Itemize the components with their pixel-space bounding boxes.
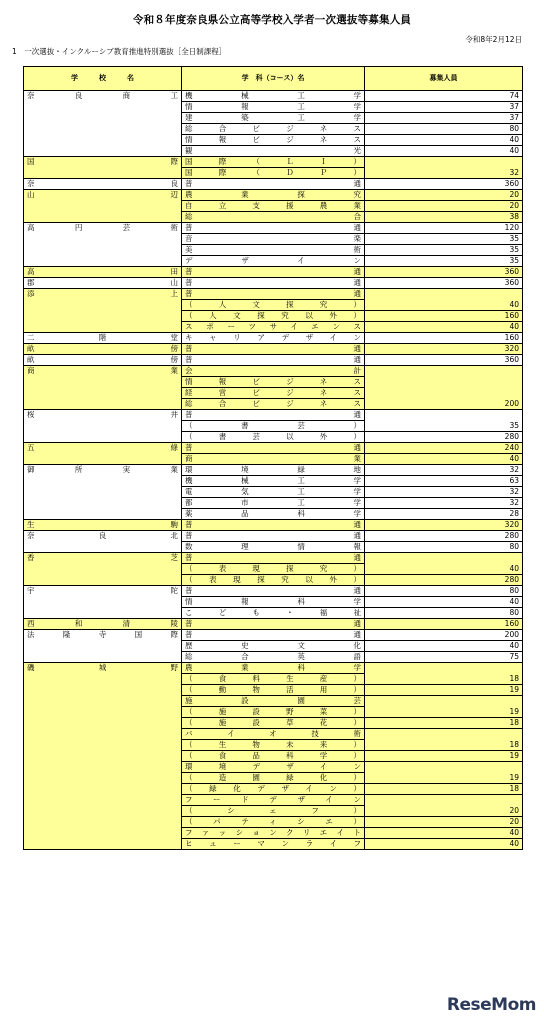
course-name: 普通 (182, 443, 365, 454)
course-name: （シェフ） (182, 806, 365, 817)
capacity-value: 35 (365, 256, 523, 267)
capacity-value: 38 (365, 212, 523, 223)
course-name: 観光 (182, 146, 365, 157)
capacity-value: 32 (365, 465, 523, 476)
capacity-value: 18 (365, 784, 523, 795)
table-row (24, 278, 523, 289)
course-name: （食料生産） (182, 674, 365, 685)
table-row (24, 366, 523, 377)
capacity-value: 40 (365, 839, 523, 850)
course-name: バイオ技術 (182, 729, 365, 740)
school-name: 奈良商工 (24, 91, 182, 157)
school-name: 添上 (24, 289, 182, 333)
header-row (24, 67, 523, 91)
capacity-value: 40 (365, 135, 523, 146)
capacity-value: 200 (365, 366, 523, 410)
course-name: （人文探究） (182, 300, 365, 311)
course-name: （生物未来） (182, 740, 365, 751)
capacity-value: 18 (365, 663, 523, 685)
capacity-value: 40 (365, 828, 523, 839)
capacity-value: 240 (365, 443, 523, 454)
capacity-value: 35 (365, 234, 523, 245)
course-name: （施設草花） (182, 718, 365, 729)
course-name: 普通 (182, 520, 365, 531)
capacity-value: 18 (365, 729, 523, 751)
school-name: 法隆寺国際 (24, 630, 182, 663)
capacity-value: 19 (365, 751, 523, 762)
course-name: 総合ビジネス (182, 399, 365, 410)
course-name: 音楽 (182, 234, 365, 245)
table-row (24, 520, 523, 531)
school-name: 郡山 (24, 278, 182, 289)
course-name: 経営ビジネス (182, 388, 365, 399)
course-name: ヒューマンライフ (182, 839, 365, 850)
school-name: 五條 (24, 443, 182, 465)
course-name: 普通 (182, 278, 365, 289)
course-name: 情報科学 (182, 597, 365, 608)
course-name: 普通 (182, 619, 365, 630)
course-name: 建築工学 (182, 113, 365, 124)
capacity-value: 160 (365, 619, 523, 630)
course-name: 施設園芸 (182, 696, 365, 707)
school-name: 御所実業 (24, 465, 182, 520)
capacity-value: 37 (365, 113, 523, 124)
school-name: 国際 (24, 157, 182, 179)
capacity-value: 120 (365, 223, 523, 234)
school-name: 奈良北 (24, 531, 182, 553)
capacity-value: 280 (365, 531, 523, 542)
resemom-watermark: ReseMom (446, 995, 536, 1015)
course-name: 普通 (182, 355, 365, 366)
course-name: 総合ビジネス (182, 124, 365, 135)
course-name: 普通 (182, 410, 365, 421)
capacity-value: 19 (365, 762, 523, 784)
capacity-value: 40 (365, 641, 523, 652)
course-name: キャリアデザイン (182, 333, 365, 344)
table-row (24, 531, 523, 542)
capacity-value: 35 (365, 410, 523, 432)
table-row (24, 443, 523, 454)
capacity-value: 40 (365, 289, 523, 311)
school-name: 高円芸術 (24, 223, 182, 267)
header-capacity: 募集人員 (365, 67, 523, 91)
table-row (24, 344, 523, 355)
course-name: （動物活用） (182, 685, 365, 696)
capacity-value: 80 (365, 542, 523, 553)
capacity-value: 32 (365, 498, 523, 509)
capacity-value: 280 (365, 432, 523, 443)
course-name: 美術 (182, 245, 365, 256)
course-name: 普通 (182, 553, 365, 564)
capacity-value: 360 (365, 355, 523, 366)
capacity-value: 160 (365, 311, 523, 322)
school-name: 山辺 (24, 190, 182, 223)
course-name: 情報ビジネス (182, 135, 365, 146)
course-name: 普通 (182, 630, 365, 641)
course-name: 総合英語 (182, 652, 365, 663)
capacity-value: 20 (365, 817, 523, 828)
capacity-value: 19 (365, 696, 523, 718)
capacity-value: 19 (365, 685, 523, 696)
capacity-value: 63 (365, 476, 523, 487)
table-row (24, 410, 523, 421)
course-name: 情報ビジネス (182, 377, 365, 388)
table-row (24, 289, 523, 300)
school-name: 二階堂 (24, 333, 182, 344)
course-name: デザイン (182, 256, 365, 267)
capacity-value: 20 (365, 190, 523, 201)
capacity-value: 37 (365, 102, 523, 113)
capacity-value: 28 (365, 509, 523, 520)
capacity-value: 80 (365, 586, 523, 597)
capacity-value: 20 (365, 201, 523, 212)
course-name: （施設野菜） (182, 707, 365, 718)
capacity-value: 280 (365, 575, 523, 586)
course-name: 普通 (182, 586, 365, 597)
table-row (24, 267, 523, 278)
course-name: 環境緑地 (182, 465, 365, 476)
page-title: 令和８年度奈良県公立高等学校入学者一次選抜等募集人員 (132, 14, 412, 26)
issue-date: 令和8年2月12日 (465, 35, 522, 44)
school-name: 生駒 (24, 520, 182, 531)
school-name: 商業 (24, 366, 182, 410)
course-name: 都市工学 (182, 498, 365, 509)
course-name: （書芸） (182, 421, 365, 432)
capacity-value: 74 (365, 91, 523, 102)
course-name: （パティシエ） (182, 817, 365, 828)
capacity-value: 32 (365, 487, 523, 498)
course-name: 電気工学 (182, 487, 365, 498)
table-row (24, 630, 523, 641)
course-name: 普通 (182, 223, 365, 234)
table-body (24, 91, 523, 850)
capacity-value: 35 (365, 245, 523, 256)
capacity-value: 320 (365, 520, 523, 531)
table-row (24, 465, 523, 476)
course-name: （人文探究以外） (182, 311, 365, 322)
section-heading: 1 一次選抜・インクルーシブ教育推進特別選抜［全日制課程］ (12, 47, 227, 56)
course-name: 歴史文化 (182, 641, 365, 652)
course-name: （表現探究以外） (182, 575, 365, 586)
course-name: 環境デザイン (182, 762, 365, 773)
course-name: （表現探究） (182, 564, 365, 575)
course-name: フードデザイン (182, 795, 365, 806)
course-name: こども・福祉 (182, 608, 365, 619)
course-name: 普通 (182, 531, 365, 542)
header-school: 学 校 名 (24, 67, 182, 91)
table-row (24, 190, 523, 201)
course-name: 情報工学 (182, 102, 365, 113)
capacity-value: 40 (365, 454, 523, 465)
capacity-value: 40 (365, 597, 523, 608)
capacity-value: 18 (365, 718, 523, 729)
school-name: 畝傍 (24, 344, 182, 355)
course-name: 数理情報 (182, 542, 365, 553)
table-row (24, 91, 523, 102)
capacity-table (23, 66, 523, 850)
course-name: 総合 (182, 212, 365, 223)
school-name: 桜井 (24, 410, 182, 443)
table-row (24, 355, 523, 366)
school-name: 宇陀 (24, 586, 182, 619)
course-name: 商業 (182, 454, 365, 465)
school-name: 奈良 (24, 179, 182, 190)
course-name: （造園緑化） (182, 773, 365, 784)
school-name: 西和清陵 (24, 619, 182, 630)
course-name: （緑化デザイン） (182, 784, 365, 795)
capacity-value: 20 (365, 795, 523, 817)
table-row (24, 179, 523, 190)
table-row (24, 333, 523, 344)
capacity-value: 360 (365, 267, 523, 278)
school-name: 畝傍 (24, 355, 182, 366)
table-row (24, 619, 523, 630)
course-name: 農業探究 (182, 190, 365, 201)
header-course: 学 科（コース）名 (182, 67, 365, 91)
course-name: 機械工学 (182, 91, 365, 102)
course-name: スポーツサイエンス (182, 322, 365, 333)
course-name: 普通 (182, 344, 365, 355)
capacity-value: 40 (365, 553, 523, 575)
capacity-value: 40 (365, 146, 523, 157)
capacity-value: 320 (365, 344, 523, 355)
table-row (24, 157, 523, 168)
capacity-value: 32 (365, 157, 523, 179)
course-name: 農業科学 (182, 663, 365, 674)
course-name: 薬品科学 (182, 509, 365, 520)
course-name: 会計 (182, 366, 365, 377)
course-name: 国際（ＤＰ） (182, 168, 365, 179)
school-name: 香芝 (24, 553, 182, 586)
capacity-value: 160 (365, 333, 523, 344)
capacity-value: 200 (365, 630, 523, 641)
course-name: 普通 (182, 267, 365, 278)
school-name: 磯城野 (24, 663, 182, 850)
course-name: ファッションクリエイト (182, 828, 365, 839)
table-row (24, 586, 523, 597)
capacity-value: 360 (365, 179, 523, 190)
capacity-value: 80 (365, 608, 523, 619)
capacity-value: 40 (365, 322, 523, 333)
capacity-value: 75 (365, 652, 523, 663)
table-row (24, 223, 523, 234)
capacity-value: 360 (365, 278, 523, 289)
course-name: 国際（ＬＩ） (182, 157, 365, 168)
course-name: 機械工学 (182, 476, 365, 487)
table-row (24, 663, 523, 674)
school-name: 高田 (24, 267, 182, 278)
course-name: 普通 (182, 179, 365, 190)
course-name: （書芸以外） (182, 432, 365, 443)
course-name: 自立支援農業 (182, 201, 365, 212)
capacity-value: 80 (365, 124, 523, 135)
course-name: （食品科学） (182, 751, 365, 762)
course-name: 普通 (182, 289, 365, 300)
table-row (24, 553, 523, 564)
